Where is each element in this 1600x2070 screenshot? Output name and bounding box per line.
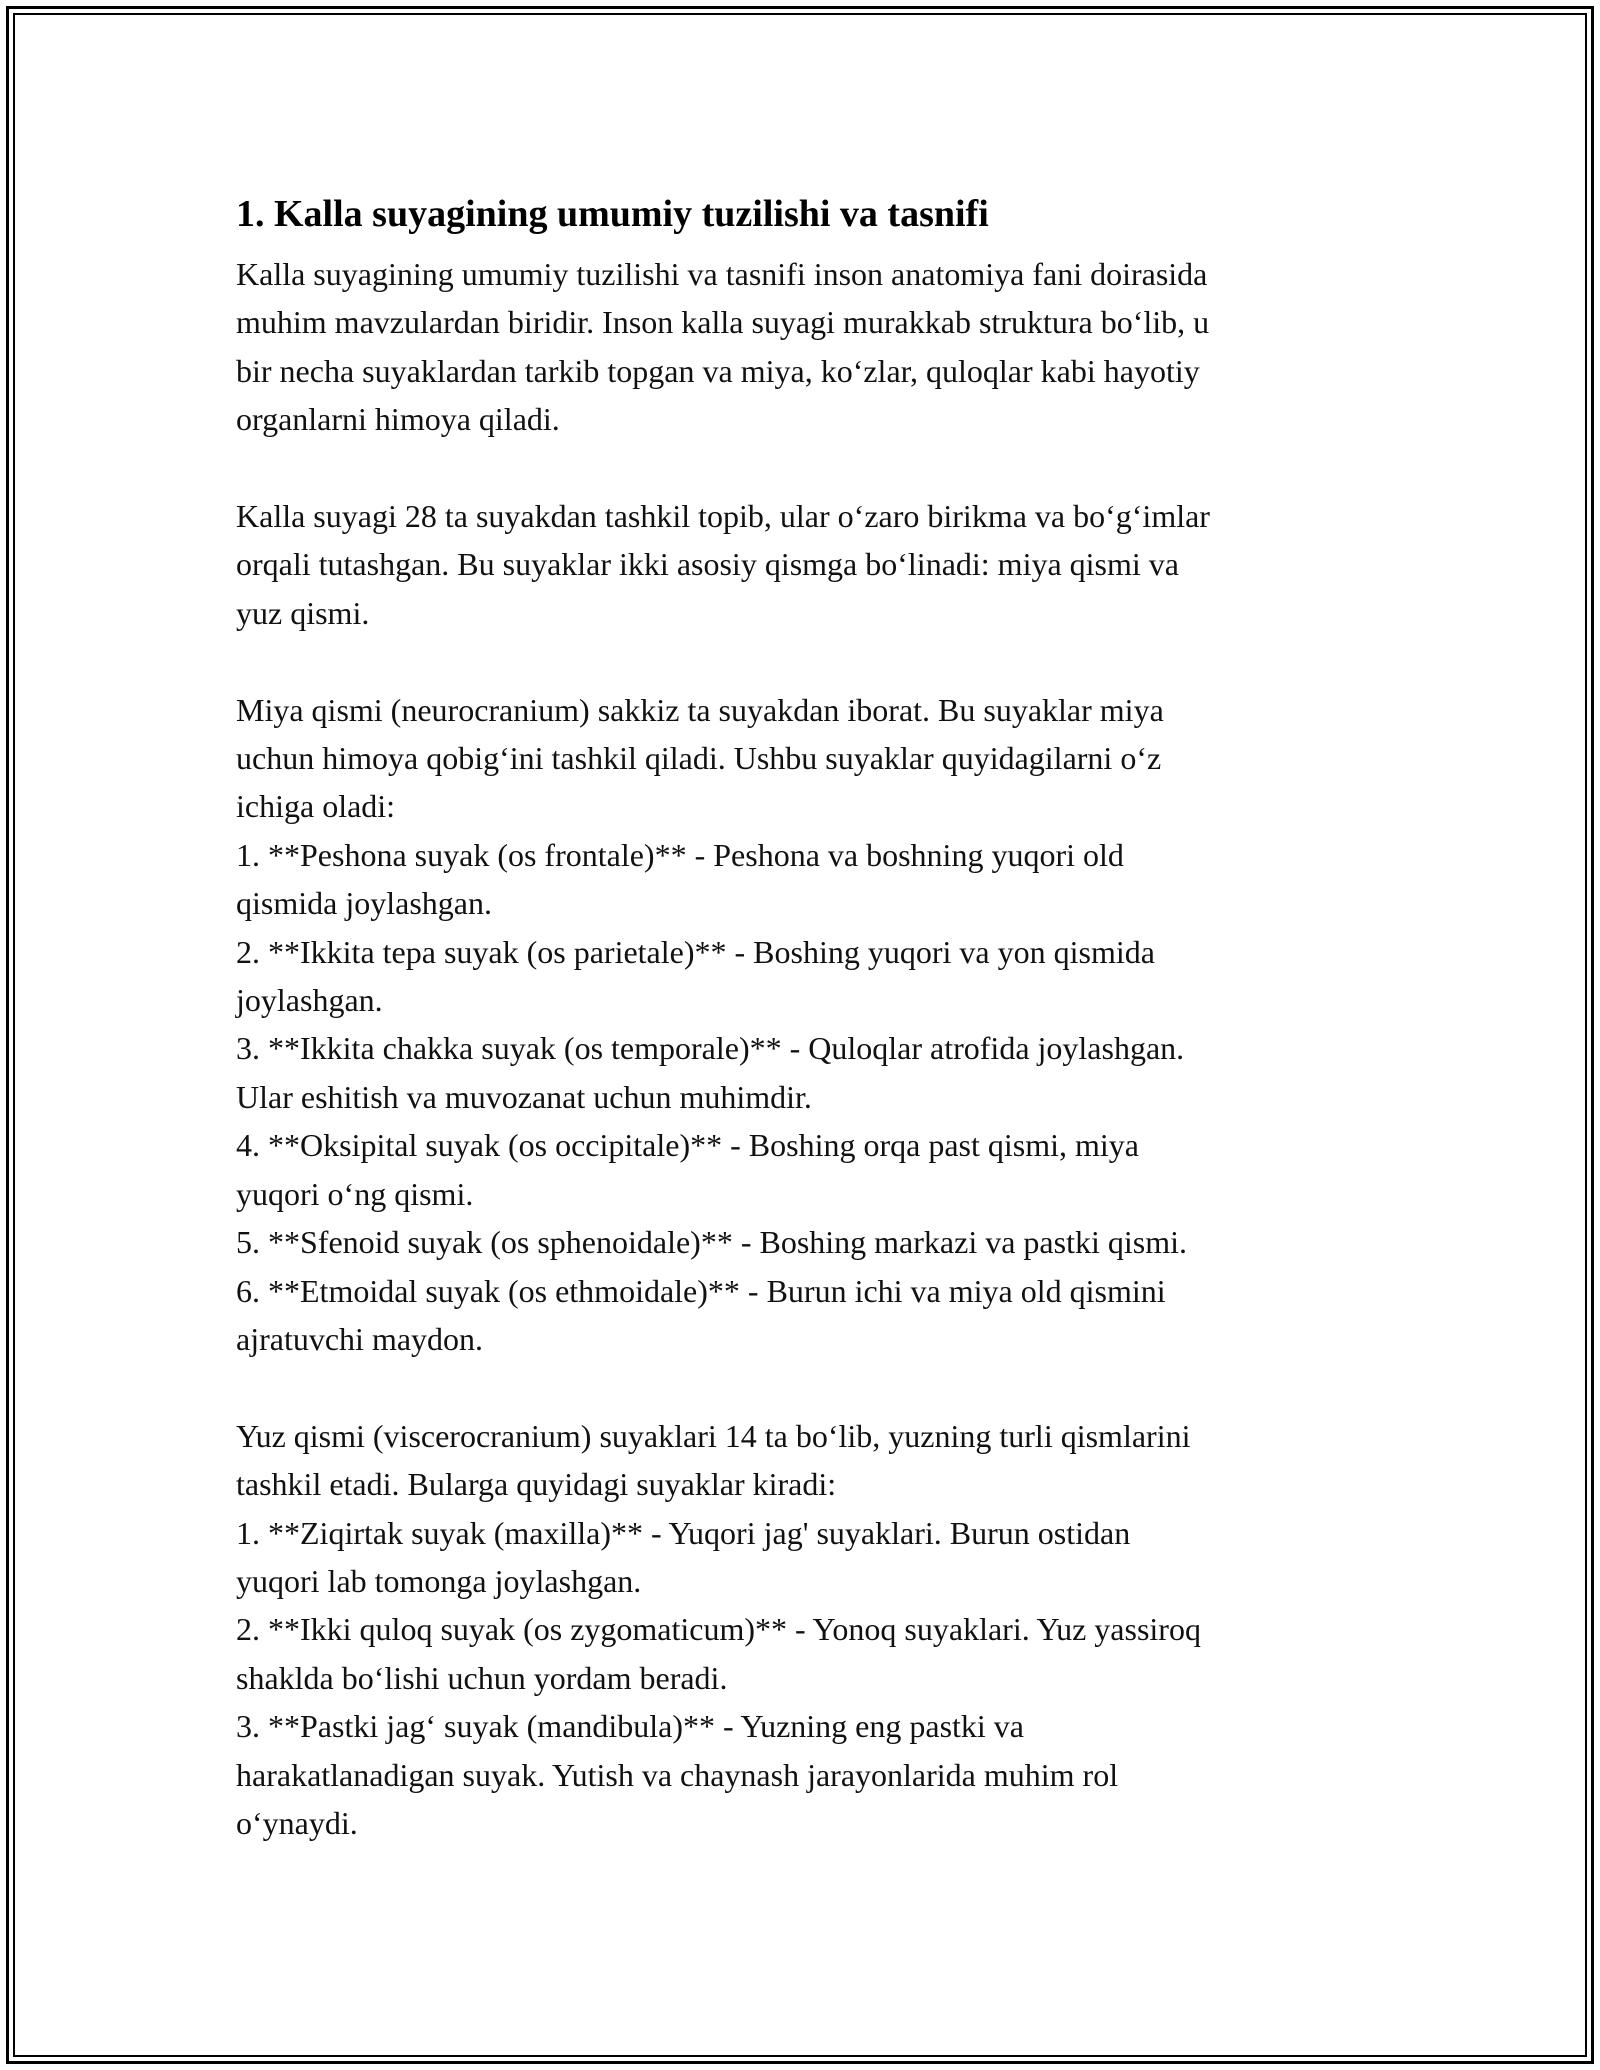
text-line: organlarni himoya qiladi. <box>236 401 560 438</box>
paragraph-neurocranium <box>236 686 1371 1364</box>
list-item-line: 1. **Ziqirtak suyak (maxilla)** - Yuqori jag' suyaklari. Burun ostidan <box>236 1514 1131 1551</box>
text-line: orqali tutashgan. Bu suyaklar ikki asosiy qismga bo‘linadi: miya qismi va <box>236 546 1179 583</box>
paragraph-bone-count <box>236 492 1371 637</box>
list-item-line: 2. **Ikki quloq suyak (os zygomaticum)** - Yonoq suyaklari. Yuz yassiroq <box>236 1611 1201 1648</box>
list-item-line: 6. **Etmoidal suyak (os ethmoidale)** - Burun ichi va miya old qismini <box>236 1272 1166 1309</box>
list-item-line: 5. **Sfenoid suyak (os sphenoidale)** - Boshing markazi va pastki qismi. <box>236 1224 1187 1261</box>
document-body <box>236 186 1371 1847</box>
list-item-line: harakatlanadigan suyak. Yutish va chaynash jarayonlarida muhim rol <box>236 1756 1119 1793</box>
text-line: ichiga oladi: <box>236 788 396 825</box>
paragraph-viscerocranium <box>236 1412 1371 1848</box>
list-item-line: yuqori lab tomonga joylashgan. <box>236 1562 642 1599</box>
list-item-line: 4. **Oksipital suyak (os occipitale)** - Boshing orqa past qismi, miya <box>236 1127 1139 1164</box>
text-line: bir necha suyaklardan tarkib topgan va miya, ko‘zlar, quloqlar kabi hayotiy <box>236 352 1200 389</box>
text-line: yuz qismi. <box>236 594 370 631</box>
text-line: muhim mavzulardan biridir. Inson kalla suyagi murakkab struktura bo‘lib, u <box>236 304 1210 341</box>
paragraph-intro <box>236 250 1371 444</box>
text-line: uchun himoya qobig‘ini tashkil qiladi. Ushbu suyaklar quyidagilarni o‘z <box>236 740 1162 777</box>
list-item-line: 2. **Ikkita tepa suyak (os parietale)** - Boshing yuqori va yon qismida <box>236 933 1155 970</box>
list-item-line: joylashgan. <box>236 982 383 1019</box>
list-item-line: qismida joylashgan. <box>236 885 492 922</box>
list-item-line: 1. **Peshona suyak (os frontale)** - Peshona va boshning yuqori old <box>236 836 1124 873</box>
list-item-line: yuqori o‘ng qismi. <box>236 1175 474 1212</box>
text-line: Kalla suyagining umumiy tuzilishi va tasnifi inson anatomiya fani doirasida <box>236 256 1208 292</box>
document-title: 1. Kalla suyagining umumiy tuzilishi va tasnifi <box>236 193 989 235</box>
list-item-line: shaklda bo‘lishi uchun yordam beradi. <box>236 1659 728 1696</box>
list-item-line: 3. **Ikkita chakka suyak (os temporale)** - Quloqlar atrofida joylashgan. <box>236 1030 1185 1067</box>
list-item-line: ajratuvchi maydon. <box>236 1320 484 1357</box>
list-item-line: o‘ynaydi. <box>236 1804 358 1841</box>
text-line: Yuz qismi (viscerocranium) suyaklari 14 ta bo‘lib, yuzning turli qismlarini <box>236 1417 1191 1454</box>
list-item-line: Ular eshitish va muvozanat uchun muhimdir. <box>236 1078 812 1115</box>
text-line: tashkil etadi. Bularga quyidagi suyaklar kiradi: <box>236 1466 837 1503</box>
text-line: Miya qismi (neurocranium) sakkiz ta suyakdan iborat. Bu suyaklar miya <box>236 691 1164 728</box>
list-item-line: 3. **Pastki jag‘ suyak (mandibula)** - Yuzning eng pastki va <box>236 1708 1024 1745</box>
text-line: Kalla suyagi 28 ta suyakdan tashkil topib, ular o‘zaro birikma va bo‘g‘imlar <box>236 498 1210 535</box>
